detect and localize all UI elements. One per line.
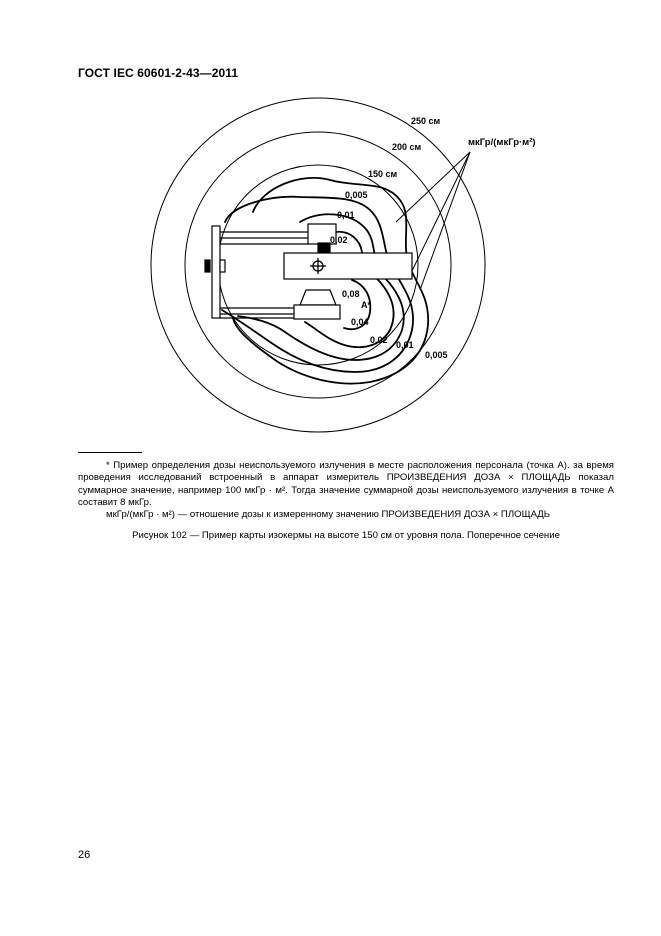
apparatus-handle [205, 260, 210, 272]
label-top-002: 0,02 [330, 235, 348, 245]
isokerma-map-svg [140, 108, 536, 428]
label-top-0005: 0,005 [345, 190, 368, 200]
footnote-separator [78, 452, 142, 453]
label-top-001: 0,01 [337, 210, 355, 220]
leader-line-3 [420, 152, 470, 290]
unit-label: мкГр/(мкГр·м²) [468, 137, 536, 148]
label-bottom-008: 0,08 [342, 289, 360, 299]
label-250cm: 250 см [411, 116, 441, 126]
page-number: 26 [78, 849, 91, 861]
label-bottom-004: 0,04 [351, 317, 369, 327]
footnote-text-2: мкГр/(мкГр · м²) — отношение дозы к измеренному значению ПРОИЗВЕДЕНИЯ ДОЗА × ПЛОЩАДЬ [106, 509, 551, 521]
isodose-curve-001 [222, 197, 413, 372]
document-header: ГОСТ IEC 60601-2-43—2011 [78, 66, 239, 80]
label-bottom-001: 0,01 [396, 340, 414, 350]
xray-tube-head [300, 290, 336, 305]
patient-table [284, 253, 412, 279]
leader-line-1 [396, 152, 470, 222]
xray-apparatus [205, 224, 412, 319]
isokerma-map-figure [140, 108, 536, 428]
label-bottom-002: 0,02 [370, 335, 388, 345]
figure-caption: Рисунок 102 — Пример карты изокермы на высоте 150 см от уровня пола. Поперечное сечение [132, 530, 560, 541]
footnote [78, 460, 614, 521]
label-bottom-0005: 0,005 [425, 350, 448, 360]
xray-tube [294, 305, 340, 319]
point-a-marker: A* [361, 300, 372, 310]
leader-line-2 [410, 152, 470, 275]
apparatus-column [212, 226, 220, 318]
image-intensifier-black [318, 243, 330, 253]
apparatus-handle-right [220, 260, 225, 272]
footnote-text-1: * Пример определения дозы неиспользуемого излучения в месте расположения персонала (точка А). за время проведения исследований встроенный в аппарат измеритель ПРОИЗВЕДЕНИЯ ДОЗА × ПЛОЩАДЬ показал суммарное значение, например 100 мкГр · м². Тогда значение суммарной дозы неиспользуемого излучения в точке А составит 8 мкГр. [78, 460, 614, 508]
label-200cm: 200 см [392, 142, 422, 152]
label-150cm: 150 см [368, 169, 398, 179]
